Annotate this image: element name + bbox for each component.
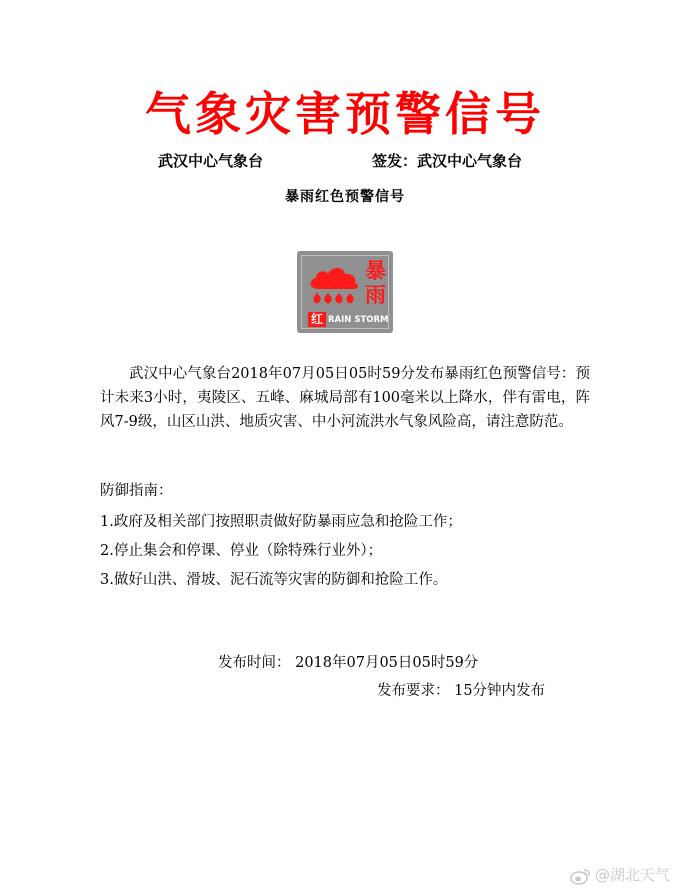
signal-name: 暴雨红色预警信号 (285, 189, 405, 205)
publish-time: 发布时间： 2018年07月05日05时59分 (218, 655, 479, 671)
rainstorm-red-signal-icon (297, 251, 393, 333)
document-title: 气象灾害预警信号 (145, 87, 545, 141)
signal-english-label: RAIN STORM (328, 315, 389, 325)
signer-label: 签发： (372, 152, 418, 170)
signal-char-top: 暴 (365, 259, 386, 283)
watermark (570, 864, 670, 886)
weibo-icon (570, 867, 592, 885)
guide-item: 1.政府及相关部门按照职责做好防暴雨应急和抢险工作； (100, 514, 462, 530)
signal-char-bottom: 雨 (365, 283, 386, 307)
rain-cloud-icon (307, 262, 363, 310)
signer: 武汉中心气象台 (417, 152, 523, 170)
guide-title: 防御指南： (100, 483, 173, 499)
warning-paragraph: 武汉中心气象台2018年07月05日05时59分发布暴雨红色预警信号：预计未来3小时，夷陵区、五峰、麻城局部有100毫米以上降水，伴有雷电，阵风7-9级，山区山洪、地质灾害、中小河流洪水气象风险高，请注意防范。 (100, 366, 590, 430)
signal-icon-frame (301, 255, 389, 329)
guide-item: 2.停止集会和停课、停业（除特殊行业外）； (100, 543, 383, 559)
watermark-text: @湖北天气 (595, 866, 671, 884)
publish-requirement: 发布要求： 15分钟内发布 (377, 683, 546, 699)
signer-line (372, 150, 522, 171)
signal-level-badge: 红 (308, 312, 326, 327)
guide-item: 3.做好山洪、滑坡、泥石流等灾害的防御和抢险工作。 (100, 572, 448, 588)
issuer: 武汉中心气象台 (158, 152, 264, 170)
